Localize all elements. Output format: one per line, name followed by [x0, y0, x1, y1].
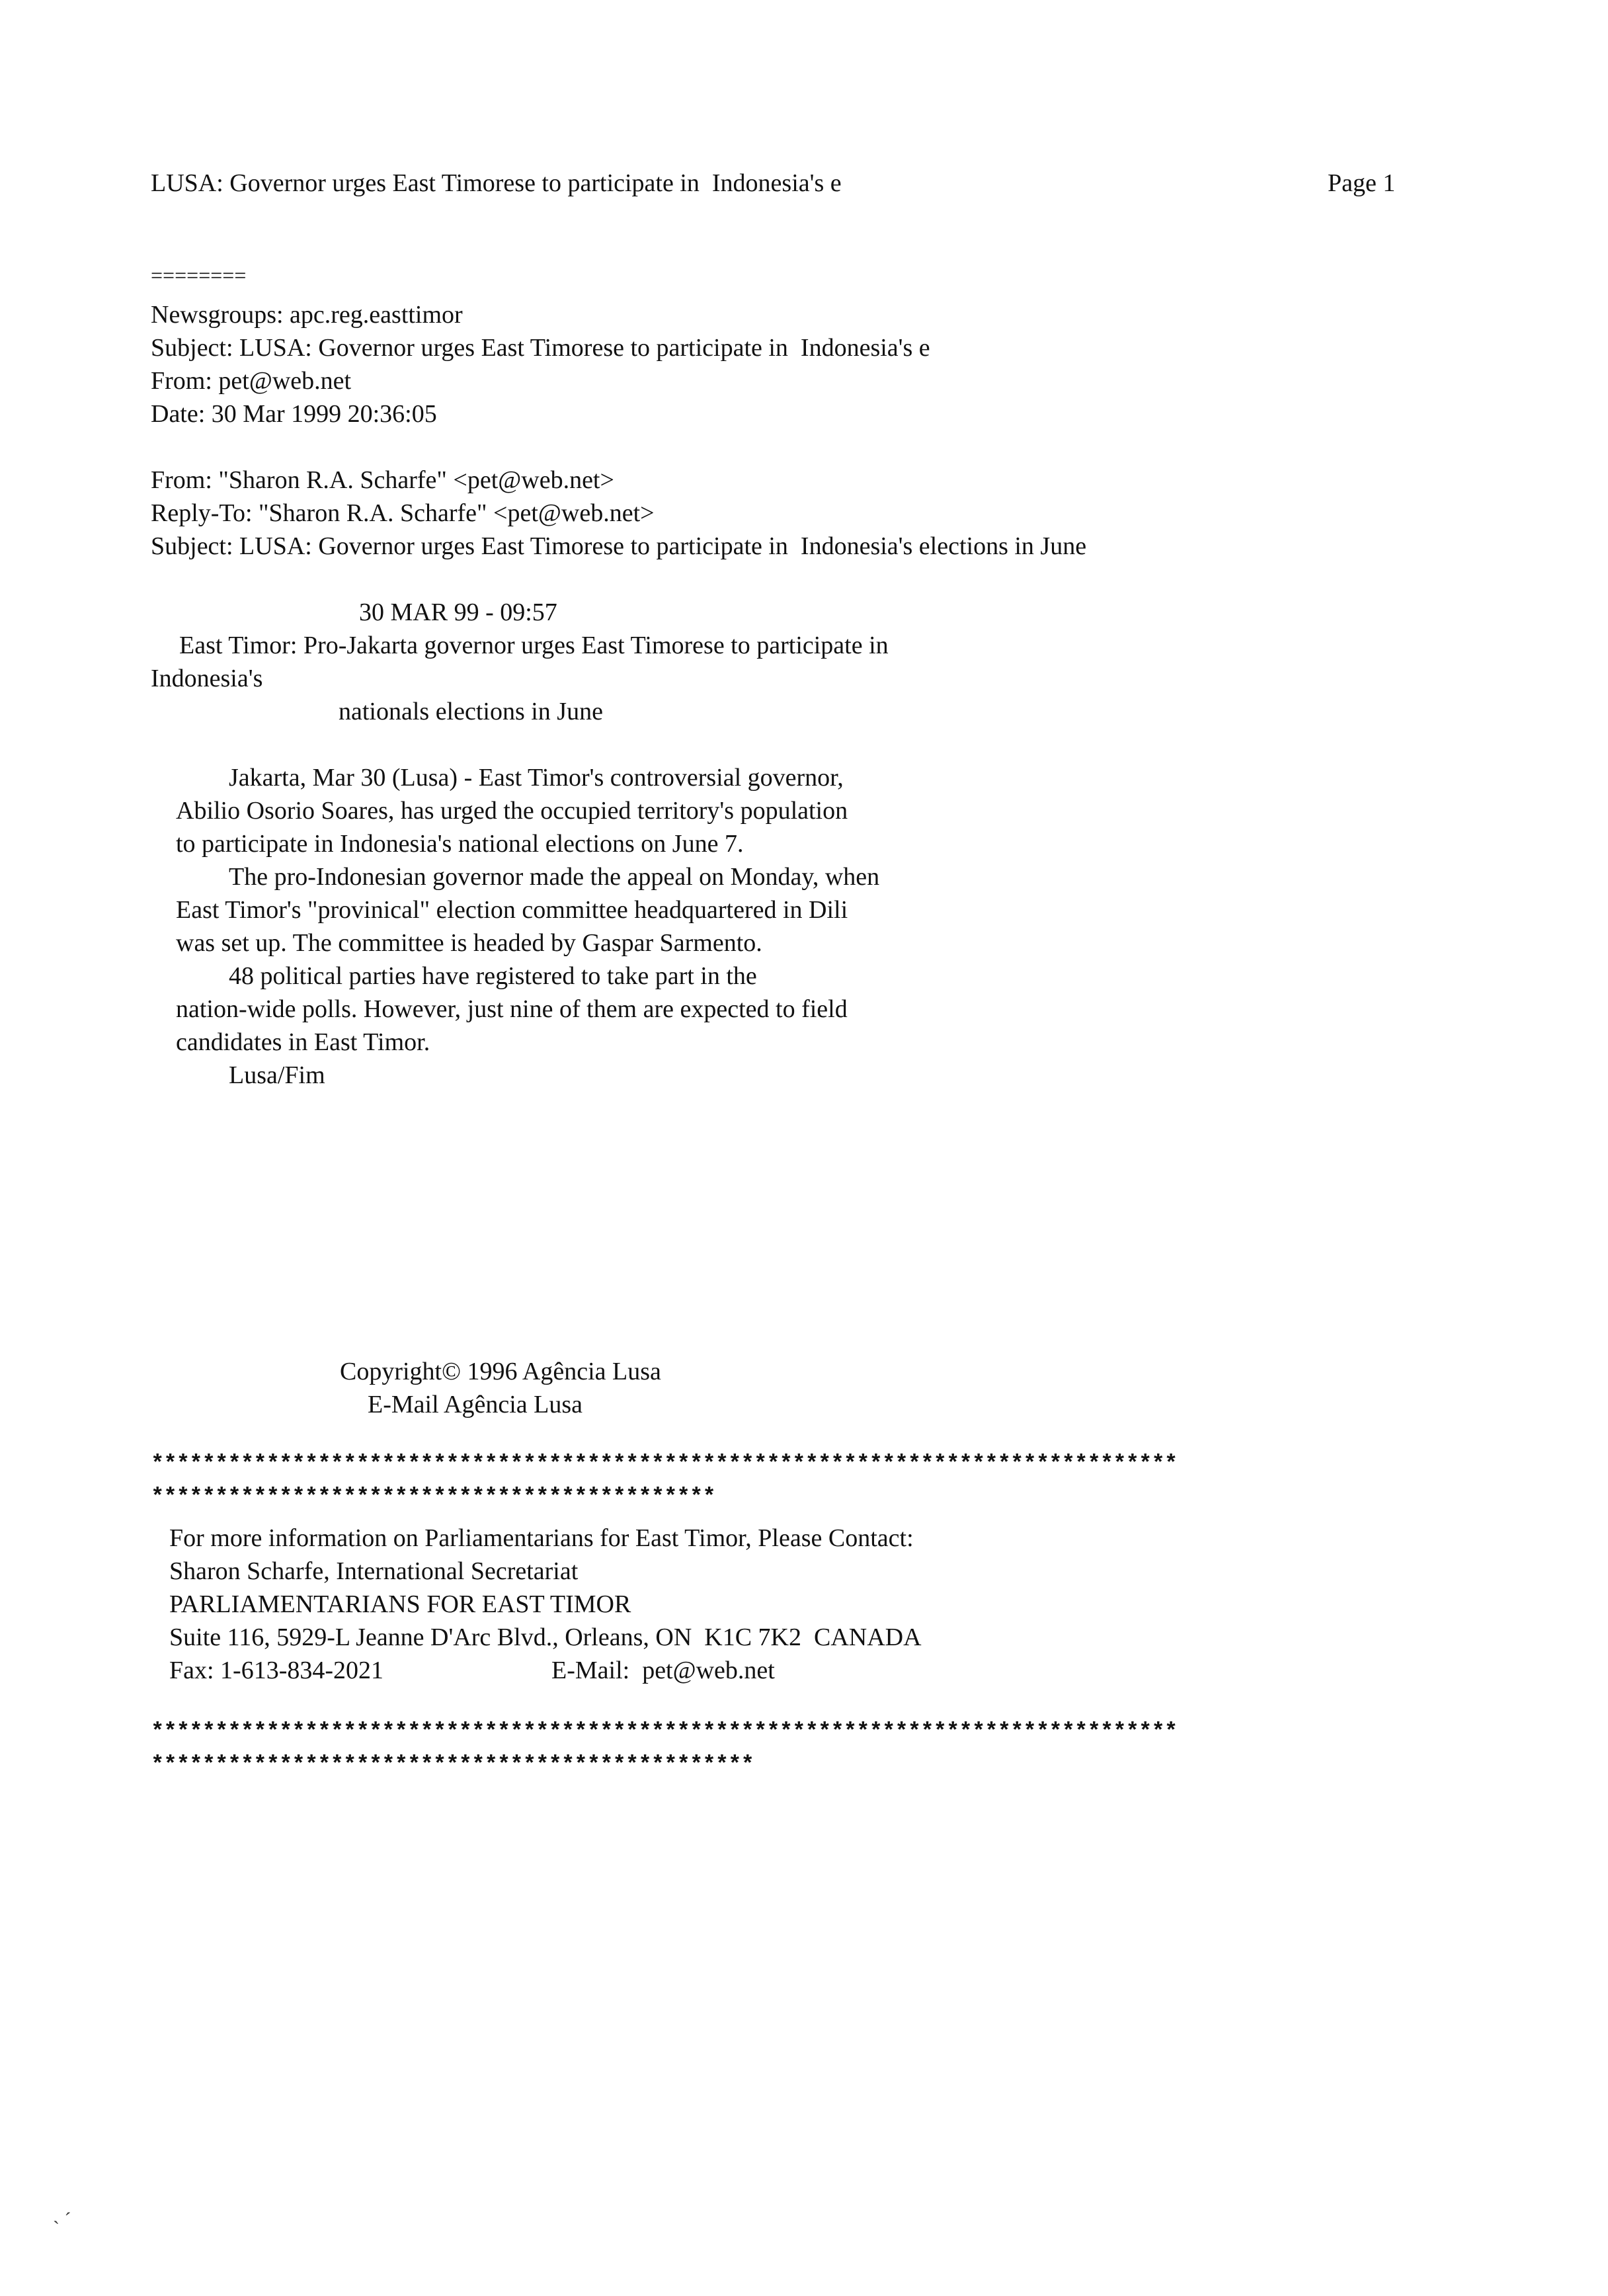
- contact-org: PARLIAMENTARIANS FOR EAST TIMOR: [169, 1590, 631, 1618]
- meta-subject: Subject: LUSA: Governor urges East Timorese to participate in Indonesia's e: [151, 334, 930, 362]
- article-line: candidates in East Timor.: [176, 1028, 430, 1056]
- copyright-email: E-Mail Agência Lusa: [368, 1391, 583, 1418]
- article-line: was set up. The committee is headed by Gaspar Sarmento.: [176, 929, 762, 957]
- article-line: 48 political parties have registered to take part in the: [229, 962, 757, 990]
- article-line: East Timor's "provinical" election committee headquartered in Dili: [176, 896, 848, 924]
- asterisk-separator: ***********************************************: [151, 1753, 754, 1778]
- contact-address: Suite 116, 5929-L Jeanne D'Arc Blvd., Orleans, ON K1C 7K2 CANADA: [169, 1623, 922, 1651]
- scan-marks: ˴ ˊ: [53, 2209, 71, 2231]
- contact-fax: Fax: 1-613-834-2021: [169, 1657, 384, 1684]
- article-line: The pro-Indonesian governor made the appeal on Monday, when: [229, 863, 880, 891]
- asterisk-separator: ********************************************: [151, 1485, 715, 1510]
- article-line: Abilio Osorio Soares, has urged the occupied territory's population: [176, 797, 848, 825]
- email-reply-to: Reply-To: "Sharon R.A. Scharfe" <pet@web.net>: [151, 499, 655, 527]
- separator: ========: [151, 263, 247, 287]
- article-line: nation-wide polls. However, just nine of them are expected to field: [176, 995, 848, 1023]
- asterisk-separator: ********************************************************************************: [151, 1720, 1178, 1745]
- copyright-line: Copyright© 1996 Agência Lusa: [340, 1358, 661, 1385]
- email-subject: Subject: LUSA: Governor urges East Timorese to participate in Indonesia's elections in June: [151, 532, 1087, 560]
- contact-name: Sharon Scharfe, International Secretariat: [169, 1557, 579, 1585]
- article-line: to participate in Indonesia's national elections on June 7.: [176, 830, 744, 858]
- asterisk-separator: ********************************************************************************: [151, 1452, 1178, 1477]
- meta-from: From: pet@web.net: [151, 367, 352, 395]
- email-from: From: "Sharon R.A. Scharfe" <pet@web.net>: [151, 466, 614, 494]
- article-line: Jakarta, Mar 30 (Lusa) - East Timor's controversial governor,: [229, 764, 844, 792]
- article-headline-3: nationals elections in June: [339, 698, 603, 725]
- contact-email: E-Mail: pet@web.net: [551, 1657, 775, 1684]
- meta-date: Date: 30 Mar 1999 20:36:05: [151, 400, 437, 428]
- article-signoff: Lusa/Fim: [229, 1061, 325, 1089]
- article-timestamp: 30 MAR 99 - 09:57: [359, 598, 557, 626]
- article-headline-2: Indonesia's: [151, 665, 263, 692]
- contact-intro: For more information on Parliamentarians for East Timor, Please Contact:: [169, 1524, 914, 1552]
- document-title: LUSA: Governor urges East Timorese to participate in Indonesia's e: [151, 169, 842, 197]
- meta-newsgroups: Newsgroups: apc.reg.easttimor: [151, 301, 463, 329]
- page-number: Page 1: [1328, 169, 1396, 197]
- article-headline-1: East Timor: Pro-Jakarta governor urges East Timorese to participate in: [179, 632, 889, 659]
